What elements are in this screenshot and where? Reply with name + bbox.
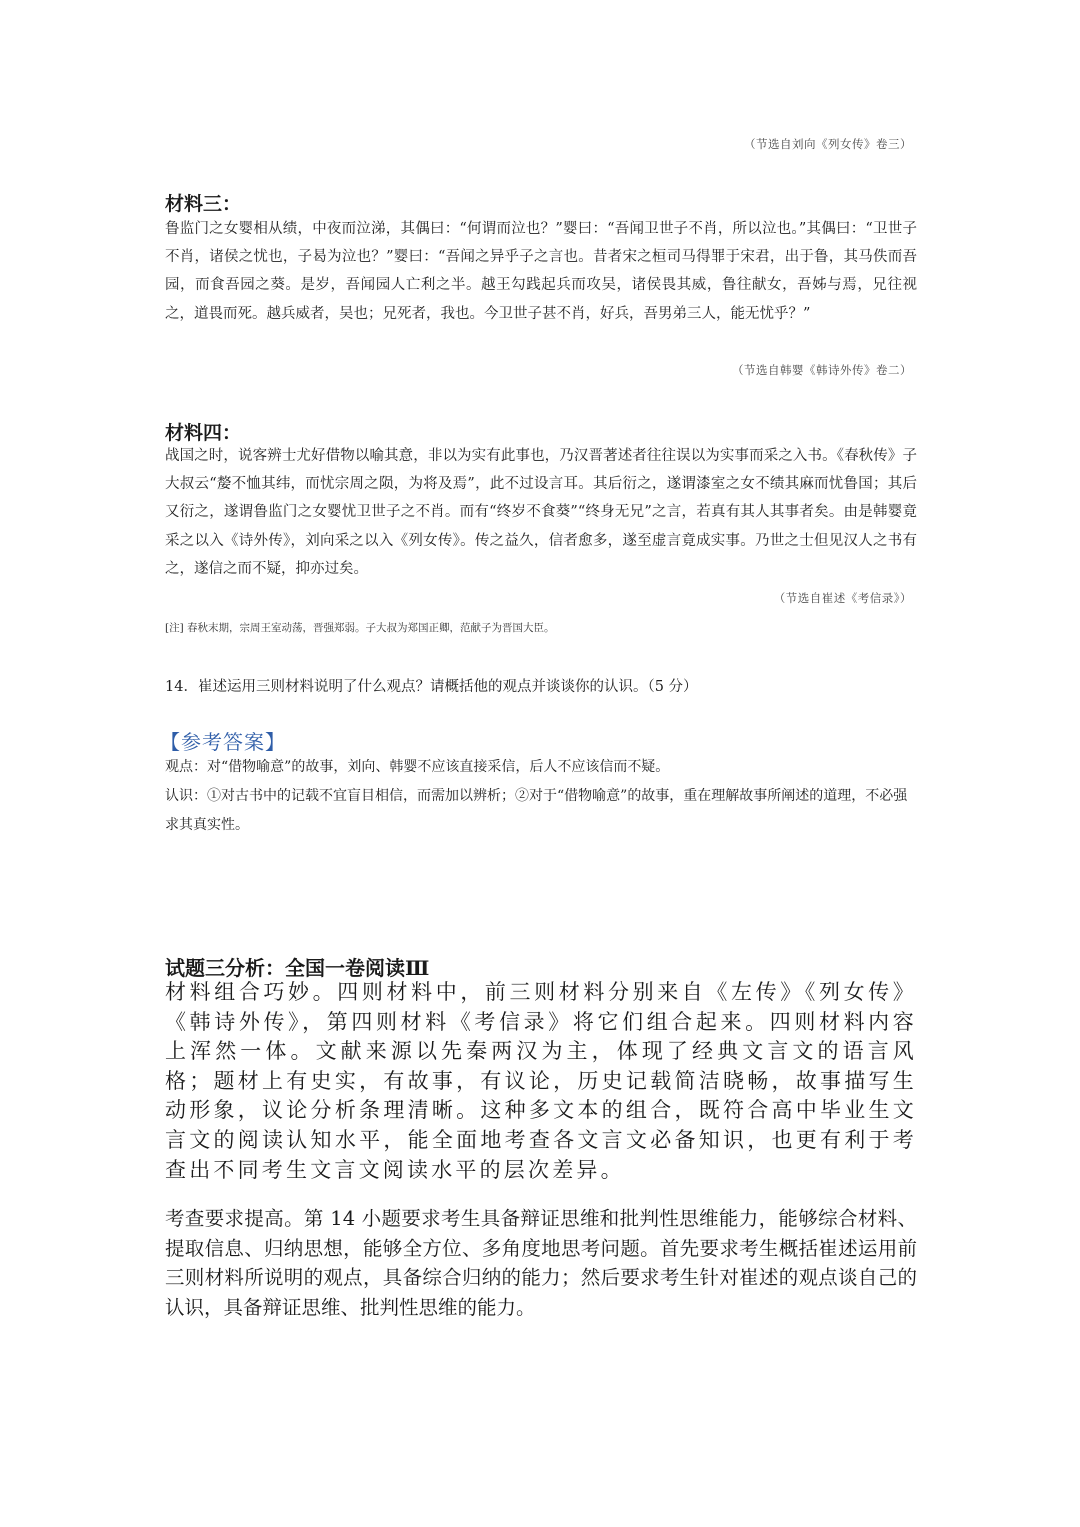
answer-viewpoint: 观点：对“借物喻意”的故事，刘向、韩婴不应该直接采信，后人不应该信而不疑。 bbox=[165, 759, 670, 775]
question-14: 14．崔述运用三则材料说明了什么观点？请概括他的观点并谈谈你的认识。（5 分） bbox=[165, 679, 698, 695]
material-4-text: 战国之时，说客辨士尤好借物以喻其意，非以为实有此事也，乃汉晋著述者往往误以为实事而采之入书。《春秋传》子大叔云“嫠不恤其纬，而忧宗周之陨，为将及焉”，此不过设言耳。其后衍之，遂谓漆室之女不绩其麻而忧鲁国；其后又衍之，遂谓鲁监门之女婴忧卫世子之不肖。而有“终岁不食葵”“终身无兄”之言，若真有其人其事者矣。由是韩婴竟采之以入《诗外传》，刘向采之以入《列女传》。传之益久，信者愈多，遂至虚言竟成实事。乃世之士但见汉人之书有之，遂信之而不疑，抑亦过矣。 bbox=[165, 448, 917, 577]
analysis-paragraph-1: 材料组合巧妙。四则材料中，前三则材料分别来自《左传》《列女传》《韩诗外传》，第四则材料《考信录》将它们组合起来。四则材料内容上浑然一体。文献来源以先秦两汉为主，体现了经典文言文的语言风格；题材上有史实，有故事，有议论，历史记载简洁晓畅，故事描写生动形象，议论分析条理清晰。这种多文本的组合，既符合高中毕业生文言文的阅读认知水平，能全面地考查各文言文必备知识，也更有利于考查出不同考生文言文阅读水平的层次差异。 bbox=[165, 980, 917, 1182]
answer-understanding: 认识：①对古书中的记载不宜盲目相信，而需加以辨析；②对于“借物喻意”的故事，重在理解故事所阐述的道理，不必强求其真实性。 bbox=[165, 788, 908, 833]
answer-heading: 【参考答案】 bbox=[160, 730, 286, 754]
source-citation-4: （节选自崔述《考信录》） bbox=[773, 591, 912, 605]
analysis-paragraph-2: 考查要求提高。第 14 小题要求考生具备辩证思维和批判性思维能力，能够综合材料、提取信息、归纳思想，能够全方位、多角度地思考问题。首先要求考生概括崔述运用前三则材料所说明的观点，具备综合归纳的能力；然后要求考生针对崔述的观点谈自己的认识，具备辩证思维、批判性思维的能力。 bbox=[165, 1207, 917, 1319]
analysis-heading: 试题三分析：全国一卷阅读Ⅲ bbox=[165, 956, 430, 980]
material-3-heading: 材料三： bbox=[165, 193, 242, 215]
source-citation-2: （节选自刘向《列女传》卷三） bbox=[744, 137, 912, 151]
source-citation-3: （节选自韩婴《韩诗外传》卷二） bbox=[732, 363, 912, 377]
material-3-text: 鲁监门之女婴相从绩，中夜而泣涕，其偶曰：“何谓而泣也？”婴曰：“吾闻卫世子不肖，所以泣也。”其偶曰：“卫世子不肖，诸侯之忧也，子曷为泣也？”婴曰：“吾闻之异乎子之言也。昔者宋之桓司马得罪于宋君，出于鲁，其马佚而吾园，而食吾园之葵。是岁，吾闻园人亡利之半。越王勾践起兵而攻吴，诸侯畏其威，鲁往献女，吾姊与焉，兄往视之，道畏而死。越兵威者，吴也；兄死者，我也。今卫世子甚不肖，好兵，吾男弟三人，能无忧乎？” bbox=[165, 221, 917, 322]
footnote: [注] 春秋末期，宗周王室动荡，晋强郑弱。子大叔为郑国正卿，范献子为晋国大臣。 bbox=[165, 622, 555, 634]
material-4-heading: 材料四： bbox=[165, 422, 242, 444]
